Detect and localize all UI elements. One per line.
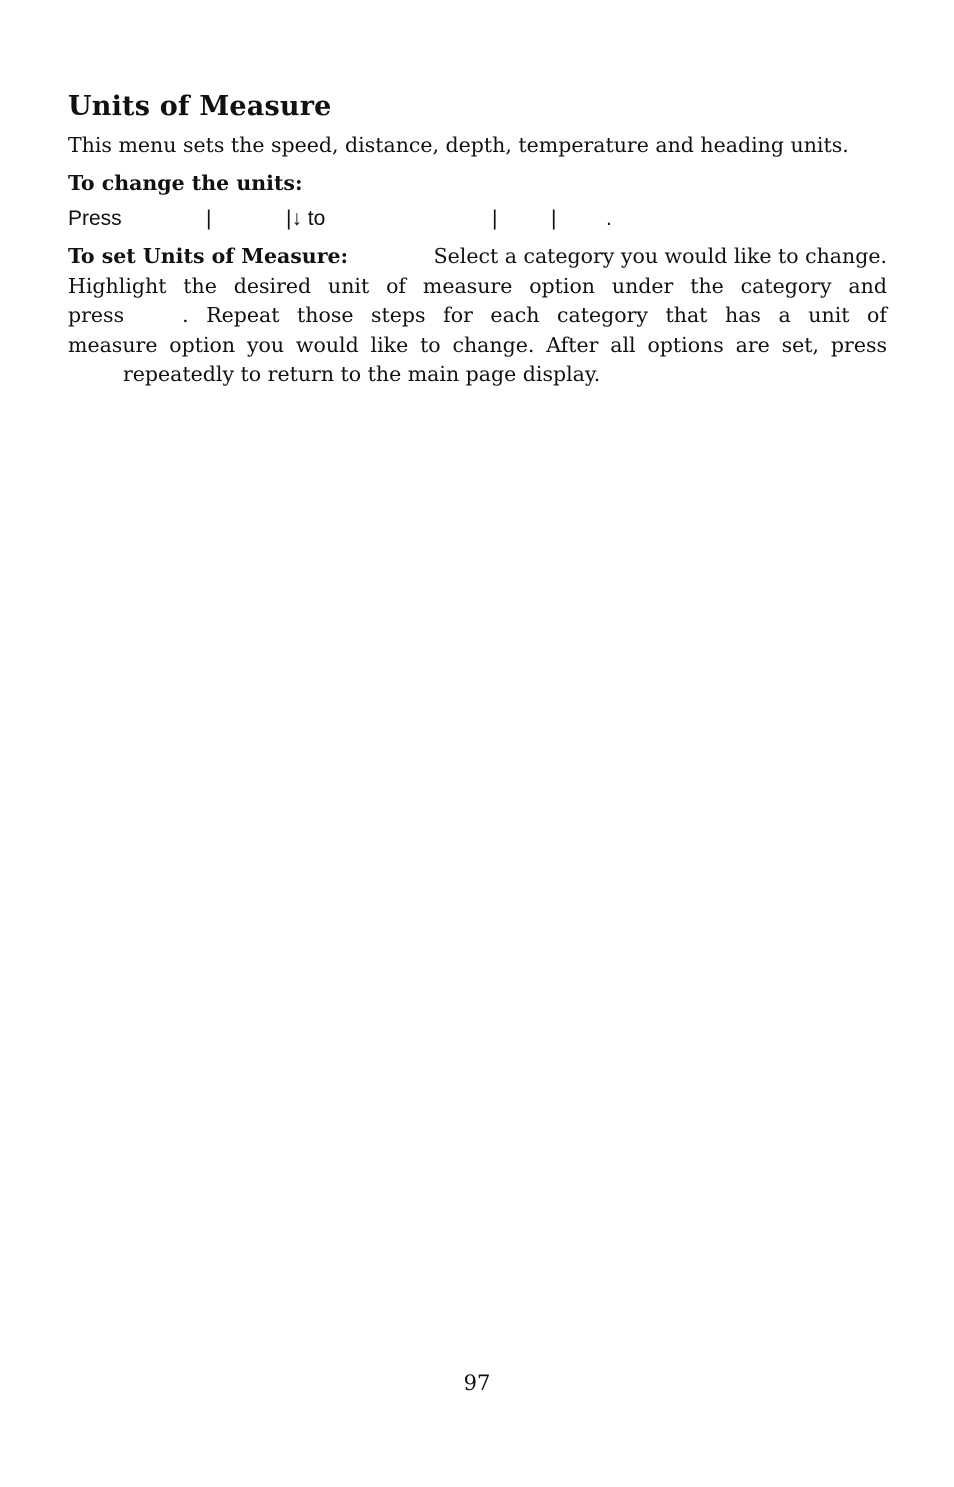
- instruction-line-3: [68, 301, 887, 331]
- separator: |: [492, 207, 498, 230]
- intro-paragraph: This menu sets the speed, distance, depth, temperature and heading units.: [68, 133, 849, 157]
- key-sequence-line: [68, 202, 887, 236]
- instruction-text: measure option you would like to change. After all options are set, press: [68, 332, 887, 357]
- press-label: Press: [68, 207, 122, 230]
- instruction-text: Select a category you would like to change.: [433, 244, 887, 268]
- instruction-text: press: [68, 303, 125, 327]
- page-number: 97: [463, 1371, 491, 1395]
- instructions-paragraph: [68, 242, 887, 390]
- instruction-line-1: [68, 242, 887, 272]
- instruction-line-4: [68, 331, 887, 361]
- key-placeholder: [68, 360, 123, 390]
- instruction-line-2: [68, 272, 887, 302]
- instruction-lead-in: To set Units of Measure:: [68, 244, 349, 268]
- page-content: [68, 88, 887, 390]
- key-placeholder: [124, 301, 182, 331]
- separator: |: [206, 207, 212, 230]
- section-heading: Units of Measure: [68, 91, 332, 122]
- separator: |: [551, 207, 557, 230]
- down-arrow-separator: |↓ to: [286, 207, 326, 230]
- instruction-text: Highlight the desired unit of measure option under the category and: [68, 273, 887, 298]
- instruction-text: repeatedly to return to the main page display.: [123, 362, 601, 386]
- sequence-period: .: [606, 207, 612, 230]
- subheading: To change the units:: [68, 171, 303, 195]
- instruction-text: . Repeat those steps for each category that has a unit of: [182, 303, 887, 327]
- instruction-line-5: [68, 360, 887, 390]
